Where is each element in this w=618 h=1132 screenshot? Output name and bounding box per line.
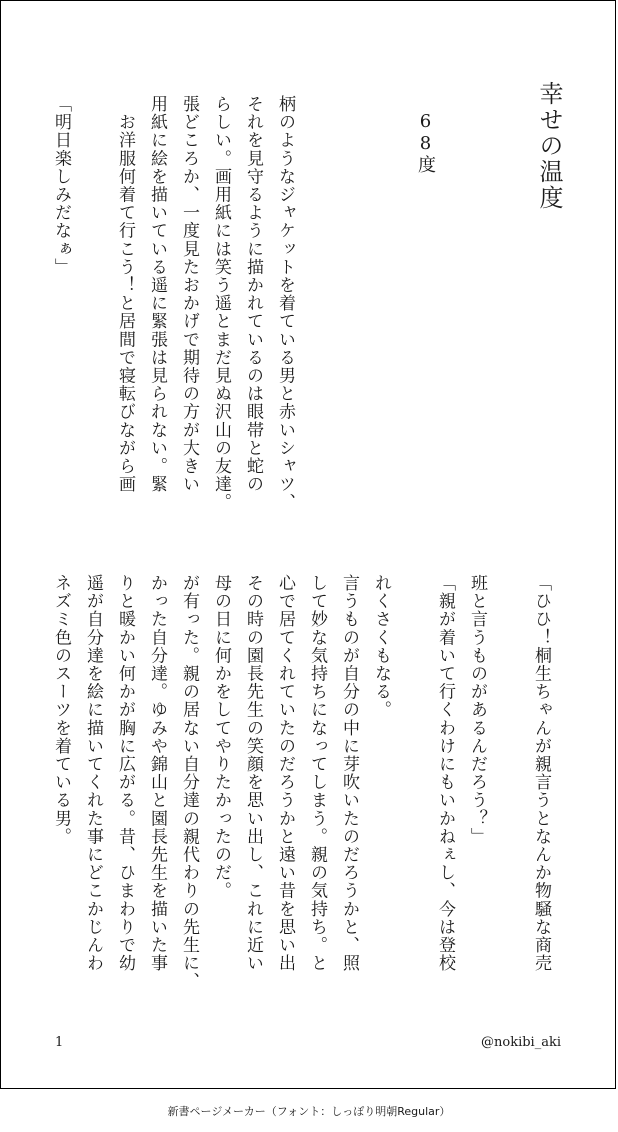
upper-text-block: 柄のようなジャケットを着ている男と赤いシャツ、 それを見守るように描かれているのは眼帯と蛇の らしい。画用紙には笑う遥とまだ見ぬ沢山の友達。 張どころか、一度見たおかげで期待の方が大きい 用紙に絵を描いている遥に緊張は見られない。緊 お洋服何着て行こう！と居間で寝転びながら画 「明日楽しみだなぁ」 [51,95,295,512]
author-handle: @nokibi_aki [481,1035,561,1050]
temperature-heading: 68度 [415,111,436,175]
lower-text-block: 「ひひ！桐生ちゃんが親言うとなんか物騒な商売 班と言うものがあるんだろう？」 「親が着いて行くわけにもいかねぇし、今は登校 れくさくもなる。 言うものが自分の中に芽吹いたのだろうかと、照 して妙な気持ちになってしまう。親の気持ち。と 心で居てくれていたのだろうかと遠い昔を思い出 その時の園長先生の笑顔を思い出し、これに近い 母の日に何かをしてやりたかったのだ。 が有った。親の居ない自分達の親代わりの先生に、 かった自分達。ゆみや錦山と園長先生を描いた事 りと暖かい何かが胸に広がる。昔、ひまわりで幼 遥が自分達を絵に描いてくれた事にどこかじんわ ネズミ色のスーツを着ている男。 [51,574,551,991]
page-title: 幸せの温度 [535,81,563,211]
footer-credit: 新書ページメーカー（フォント：しっぽり明朝Regular） [167,1105,451,1118]
page-number: 1 [55,1035,64,1050]
